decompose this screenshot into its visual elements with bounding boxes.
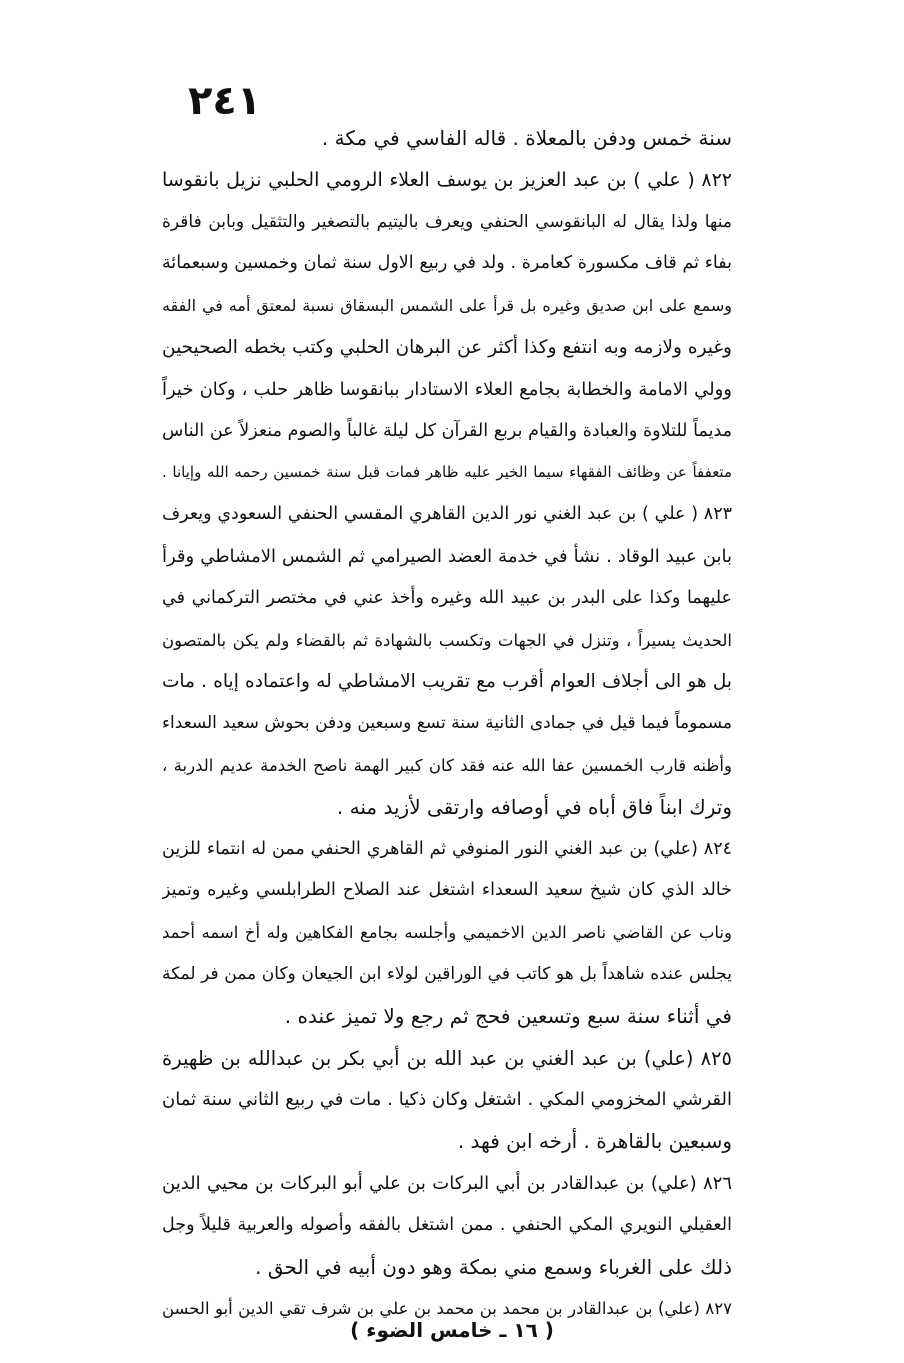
text-line: وناب عن القاضي ناصر الدين الاخميمي وأجلسه بجامع الفكاهين وله أخ اسمه أحمد [162,923,732,943]
text-line: وأظنه قارب الخمسين عفا الله عنه فقد كان كبير الهمة ناصح الخدمة عديم الدربة ، [162,755,732,775]
text-line: ٨٢٤ (علي) بن عبد الغني النور المنوفي ثم القاهري الحنفي ممن له انتماء للزين [162,838,732,859]
text-line: متعففاً عن وظائف الفقهاء سيما الخير عليه ظاهر فمات قبل سنة خمسين رحمه الله وإيانا . [162,463,732,482]
page-number: ٢٤١ [188,78,262,124]
text-line: منها ولذا يقال له البانقوسي الحنفي ويعرف باليتيم بالتصغير والتثقيل وبابن فاقرة [162,211,732,232]
text-line: وسمع على ابن صديق وغيره بل قرأ على الشمس البسقاق نسبة لمعتق أمه في الفقه [162,296,732,316]
text-line: العقيلي النويري المكي الحنفي . ممن اشتغل بالفقه وأصوله والعربية قليلاً وجل [162,1214,732,1235]
text-line: ٨٢٧ (علي) بن عبدالقادر بن محمد بن محمد بن علي بن شرف تقي الدين أبو الحسن [162,1299,732,1319]
text-line: ٨٢٢ ( علي ) بن عبد العزيز بن يوسف العلاء الرومي الحلبي نزيل بانقوسا [162,168,732,191]
text-line: يجلس عنده شاهداً بل هو كاتب في الوراقين لولاء ابن الجيعان وكان ممن فر لمكة [162,963,732,984]
text-line: خالد الذي كان شيخ سعيد السعداء اشتغل عند الصلاح الطرابلسي وغيره وتميز [162,880,732,901]
main-text [162,118,732,1330]
text-line: ٨٢٦ (علي) بن عبدالقادر بن أبي البركات بن علي أبو البركات بن محيي الدين [162,1172,732,1194]
text-line: مديماً للتلاوة والعبادة والقيام بربع القرآن كل ليلة غالباً والصوم منعزلاً عن الناس [162,420,732,441]
text-line: بابن عبيد الوقاد . نشأ في خدمة العضد الصيرامي ثم الشمس الامشاطي وقرأ [162,545,732,567]
text-line: وترك ابناً فاق أباه في أوصافه وارتقى لأزيد منه . [336,794,732,819]
text-line: القرشي المخزومي المكي . اشتغل وكان ذكيا . مات في ربيع الثاني سنة ثمان [162,1089,732,1111]
text-line: وغيره ولازمه وبه انتفع وكذا أكثر عن البرهان الحلبي وكتب بخطه الصحيحين [162,336,732,358]
text-line: وولي الامامة والخطابة بجامع العلاء الاستادار ببانقوسا ظاهر حلب ، وكان خيراً [162,378,732,400]
text-line: ٨٢٥ (علي) بن عبد الغني بن عبد الله بن أبي بكر بن عبدالله بن ظهيرة [162,1046,732,1070]
text-line: ٨٢٣ ( علي ) بن عبد الغني نور الدين القاهري المقسي الحنفي السعودي ويعرف [162,504,732,525]
page-footer: ( ١٦ ـ خامس الضوء ) [350,1318,554,1342]
text-line: مسموماً فيما قيل في جمادى الثانية سنة تسع وسبعين ودفن بحوش سعيد السعداء [162,713,732,734]
text-line: ذلك على الغرباء وسمع مني بمكة وهو دون أبيه في الحق . [255,1254,732,1279]
text-line: الحديث يسيراً ، وتنزل في الجهات وتكسب بالشهادة ثم بالقضاء ولم يكن بالمتصون [162,630,732,650]
text-line: عليهما وكذا على البدر بن عبيد الله وغيره وأخذ عني في مختصر التركماني في [162,587,732,608]
text-line: وسبعين بالقاهرة . أرخه ابن فهد . [457,1129,732,1154]
text-line: في أثناء سنة سبع وتسعين فحج ثم رجع ولا تميز عنده . [284,1003,732,1028]
text-line: بفاء ثم قاف مكسورة كعامرة . ولد في ربيع الاول سنة ثمان وخمسين وسبعمائة [162,253,732,274]
text-line: سنة خمس ودفن بالمعلاة . قاله الفاسي في مكة . [321,126,732,150]
text-line: بل هو الى أجلاف العوام أقرب مع تقريب الامشاطي له واعتماده إياه . مات [162,671,732,693]
